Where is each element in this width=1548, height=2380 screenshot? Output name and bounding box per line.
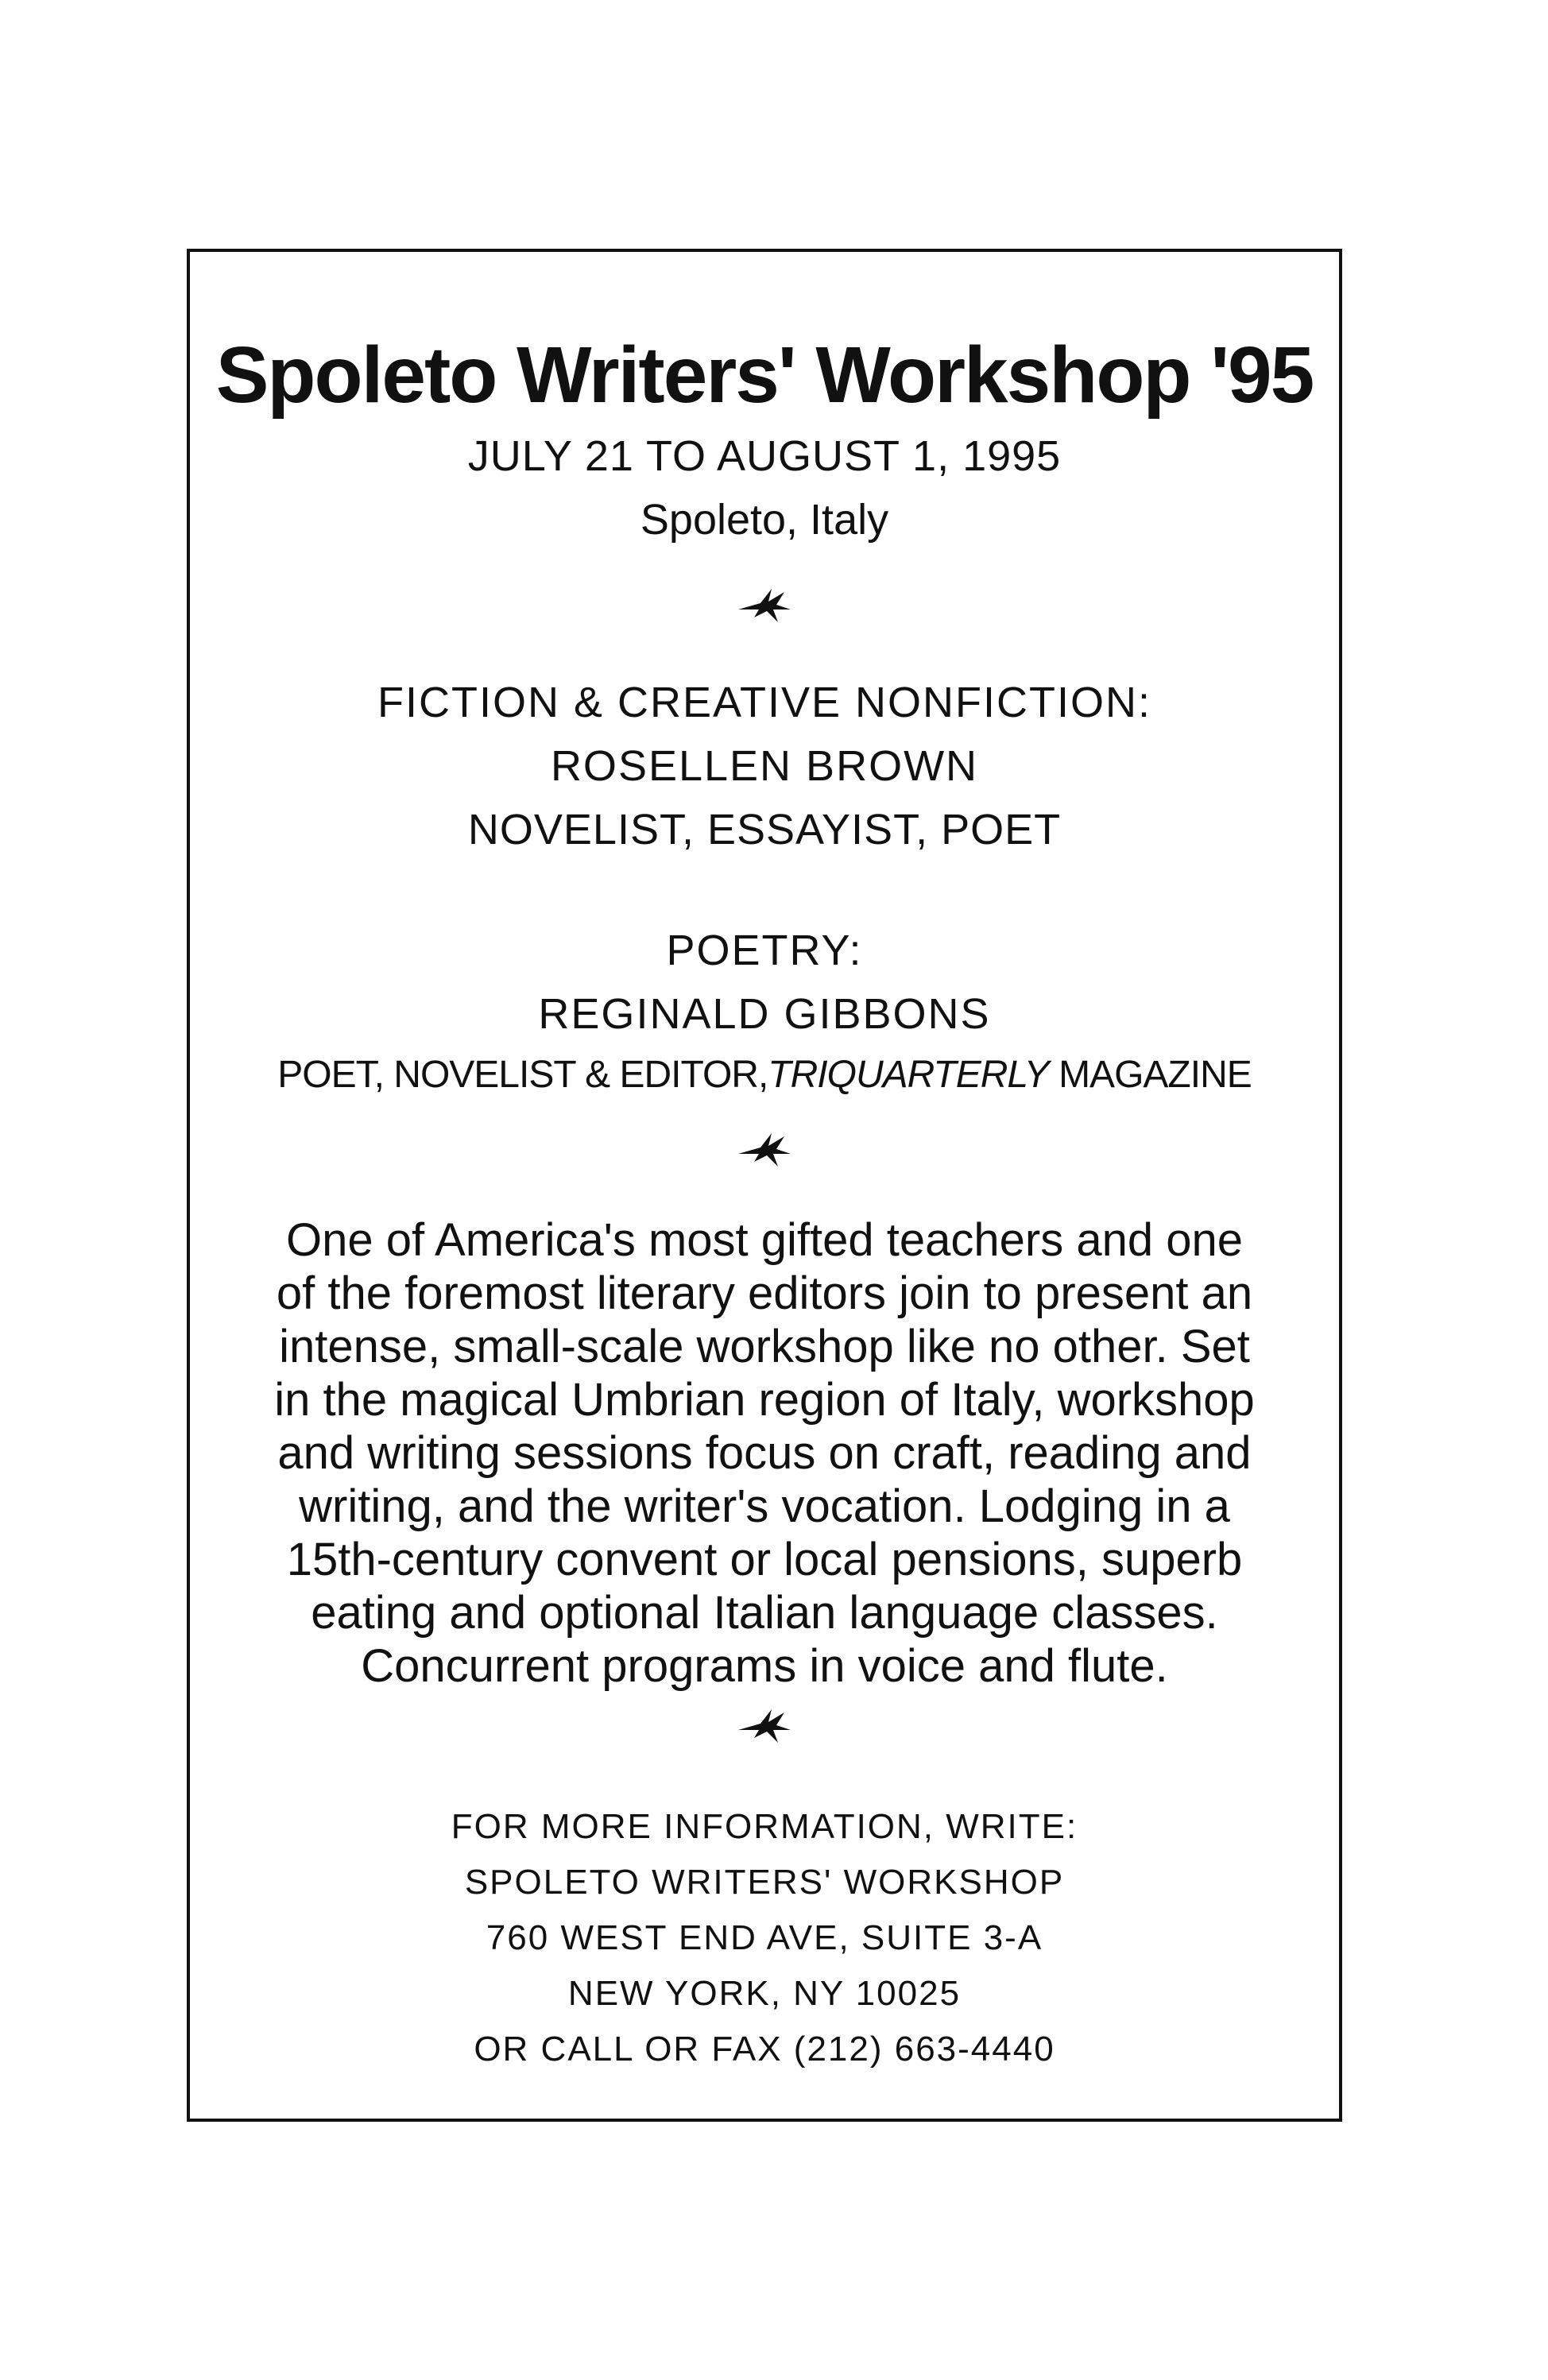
contact-line: FOR MORE INFORMATION, WRITE: bbox=[451, 1807, 1078, 1846]
description-line: 15th-century convent or local pensions, superb bbox=[286, 1534, 1243, 1585]
ad-dates: JULY 21 TO AUGUST 1, 1995 bbox=[467, 432, 1062, 480]
fiction-instructor-name: ROSELLEN BROWN bbox=[550, 742, 979, 790]
poetry-instructor-name: REGINALD GIBBONS bbox=[538, 990, 991, 1038]
description-line: intense, small-scale workshop like no other. Set bbox=[279, 1321, 1250, 1372]
description-line: Concurrent programs in voice and flute. bbox=[361, 1640, 1168, 1692]
poetry-role-suffix: MAGAZINE bbox=[1048, 1054, 1252, 1096]
contact-line: NEW YORK, NY 10025 bbox=[567, 1974, 962, 2013]
contact-line: SPOLETO WRITERS' WORKSHOP bbox=[464, 1863, 1065, 1902]
advertisement-box bbox=[187, 249, 1342, 2122]
contact-line: OR CALL OR FAX (212) 663-4440 bbox=[474, 2030, 1055, 2068]
poetry-role-magazine: TRIQUARTERLY bbox=[768, 1054, 1049, 1096]
description-line: writing, and the writer's vocation. Lodging in a bbox=[299, 1480, 1230, 1532]
ad-location: Spoleto, Italy bbox=[640, 496, 889, 544]
ad-title: Spoleto Writers' Workshop '95 bbox=[215, 331, 1314, 420]
fiction-instructor-role: NOVELIST, ESSAYIST, POET bbox=[467, 806, 1062, 853]
description-line: One of America's most gifted teachers and one bbox=[286, 1214, 1243, 1266]
poetry-instructor-role bbox=[190, 1056, 1339, 1094]
swallow-bird-ornament-icon bbox=[737, 1130, 792, 1168]
description-line: eating and optional Italian language classes. bbox=[311, 1587, 1218, 1639]
poetry-role-prefix: POET, NOVELIST & EDITOR, bbox=[277, 1054, 768, 1096]
description-line: and writing sessions focus on craft, reading and bbox=[277, 1427, 1252, 1479]
swallow-bird-ornament-icon bbox=[737, 586, 792, 624]
poetry-heading: POETRY: bbox=[666, 927, 863, 974]
description-line: of the foremost literary editors join to present an bbox=[276, 1267, 1253, 1319]
fiction-heading: FICTION & CREATIVE NONFICTION: bbox=[377, 679, 1152, 726]
contact-line: 760 WEST END AVE, SUITE 3-A bbox=[486, 1918, 1043, 1957]
swallow-bird-ornament-icon bbox=[737, 1706, 792, 1744]
description-line: in the magical Umbrian region of Italy, workshop bbox=[274, 1374, 1255, 1426]
